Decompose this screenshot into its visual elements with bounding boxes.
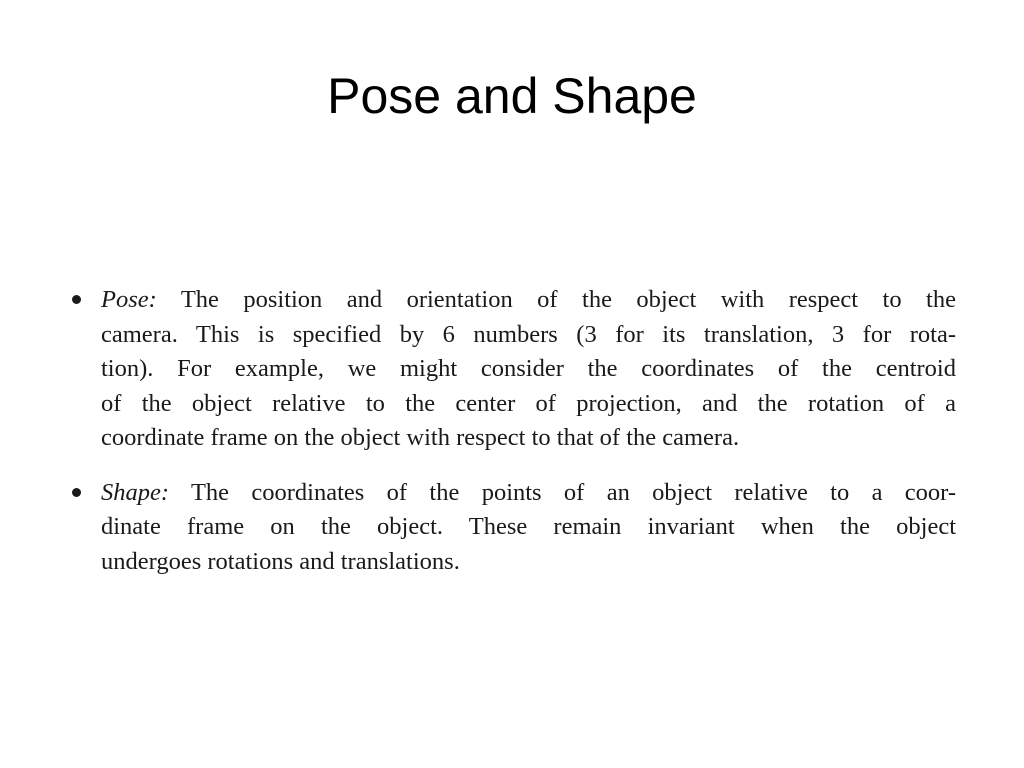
slide-title: Pose and Shape — [327, 68, 697, 124]
bullet-list — [72, 283, 956, 599]
bullet-text: The position and orientation of the object with respect to the — [180, 286, 956, 313]
bullet-line: dinate frame on the object. These remain invariant when the object — [101, 513, 956, 540]
bullet-item-pose — [72, 283, 956, 456]
bullet-dot-icon — [72, 488, 81, 497]
bullet-term: Shape: — [101, 478, 170, 506]
bullet-line: coordinate frame on the object with respect to that of the camera. — [101, 424, 740, 451]
bullet-line: undergoes rotations and translations. — [101, 547, 460, 575]
bullet-term: Pose: — [101, 286, 157, 313]
bullet-dot-icon — [72, 295, 81, 304]
bullet-line — [101, 283, 956, 318]
bullet-line: camera. This is specified by 6 numbers (3 for its translation, 3 for rota- — [101, 320, 956, 348]
bullet-text: The coordinates of the points of an object relative to a coor- — [190, 478, 956, 506]
bullet-item-shape — [72, 476, 956, 580]
bullet-line: tion). For example, we might consider the coordinates of the centroid — [101, 355, 956, 382]
bullet-line: of the object relative to the center of projection, and the rotation of a — [101, 389, 956, 417]
bullet-line — [101, 476, 956, 511]
